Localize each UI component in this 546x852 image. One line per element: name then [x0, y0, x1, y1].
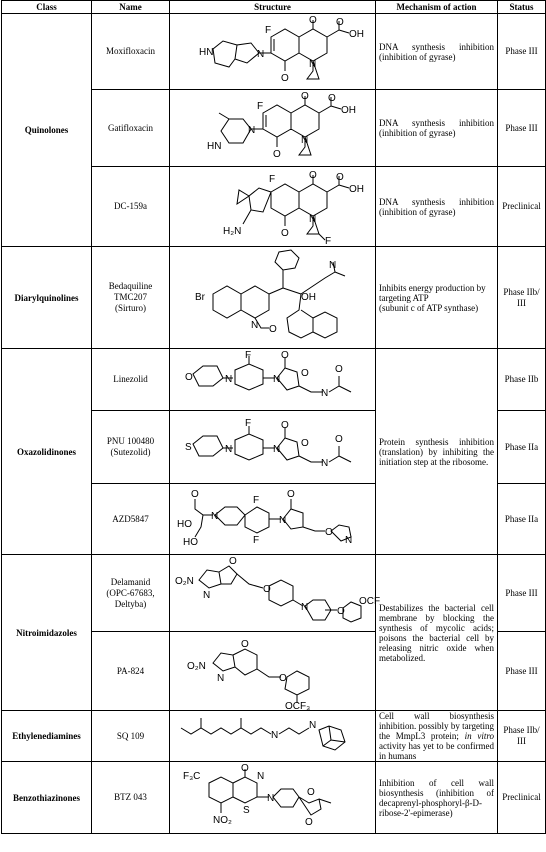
atom-label: F [244, 349, 251, 361]
atom-label: N [256, 48, 264, 60]
table-row [2, 762, 546, 834]
class-ethylenediamines: Ethylenediamines [2, 711, 92, 762]
atom-label: N [308, 58, 316, 70]
drug-name: Gatifloxacin [92, 90, 170, 167]
mechanism-text: Inhibits energy production by targeting ATP (subunit c of ATP synthase) [376, 247, 498, 349]
structure-bedaquiline [170, 247, 376, 349]
status-text: Phase IIa [498, 411, 546, 484]
atom-label: O [272, 149, 281, 160]
class-quinolones: Quinolones [2, 14, 92, 247]
structure-moxifloxacin [170, 14, 376, 90]
atom-label: N [250, 319, 258, 331]
atom-label: O [306, 786, 315, 798]
atom-label: N [308, 213, 316, 225]
atom-label: O [190, 489, 199, 500]
atom-label: F [252, 495, 259, 506]
structure-azd5847 [170, 484, 376, 555]
drug-name: PNU 100480 (Sutezolid) [92, 411, 170, 484]
drug-table [1, 0, 546, 834]
atom-label: O₂N [186, 661, 206, 672]
atom-label: O [280, 227, 289, 239]
atom-label: O [334, 363, 343, 375]
atom-label: OH [300, 291, 316, 303]
atom-label: HN [206, 141, 221, 152]
atom-label: O [335, 16, 344, 28]
atom-label: O [336, 606, 345, 617]
atom-label: N [224, 444, 232, 455]
drug-name: BTZ 043 [92, 762, 170, 834]
status-text: Preclinical [498, 167, 546, 247]
atom-label: F [244, 418, 251, 429]
atom-label: O [280, 72, 289, 84]
status-text: Phase III [498, 555, 546, 632]
table-row [2, 14, 546, 90]
atom-label: H₂N [222, 225, 241, 237]
drug-name: PA-824 [92, 632, 170, 711]
structure-sq109 [170, 711, 376, 762]
atom-label: F₃C [182, 770, 200, 782]
drug-name: Delamanid (OPC-67683, Deltyba) [92, 555, 170, 632]
header-mechanism: Mechanism of action [376, 1, 498, 14]
class-oxazolidinones: Oxazolidinones [2, 349, 92, 555]
mechanism-text: Inhibition of cell wall biosynthesis (inhibition of decaprenyl-phosphoryl-β-D-ribose-2'-epimerase) [376, 762, 498, 834]
status-text: Phase IIb/ III [498, 711, 546, 762]
atom-label: O [280, 420, 289, 431]
drug-name: Bedaquiline TMC207 (Sirturo) [92, 247, 170, 349]
class-nitroimidazoles: Nitroimidazoles [2, 555, 92, 711]
atom-label: O [324, 527, 333, 538]
atom-label: HO [176, 519, 192, 530]
atom-label: O [304, 816, 313, 828]
header-row [2, 1, 546, 14]
atom-label: F [324, 235, 331, 247]
atom-label: O [278, 673, 287, 684]
atom-label: N [300, 602, 308, 613]
drug-name: Moxifloxacin [92, 14, 170, 90]
atom-label: N [272, 444, 280, 455]
status-text: Phase IIa [498, 484, 546, 555]
status-text: Phase III [498, 632, 546, 711]
status-text: Phase III [498, 90, 546, 167]
atom-label: O₂N [174, 576, 194, 587]
atom-label: N [272, 373, 280, 385]
atom-label: OH [348, 183, 364, 195]
status-text: Preclinical [498, 762, 546, 834]
atom-label: N [256, 770, 264, 782]
atom-label: OCF [358, 596, 380, 607]
mechanism-oxazolidinones: Protein synthesis inhibition (translation) by inhibiting the initiation step at the ribosome. [376, 349, 498, 555]
atom-label: O [286, 489, 295, 500]
structure-linezolid [170, 349, 376, 411]
drug-name: Linezolid [92, 349, 170, 411]
atom-label: F [264, 24, 271, 36]
atom-label: O [300, 438, 309, 449]
structure-gatifloxacin [170, 90, 376, 167]
atom-label: N [344, 535, 352, 546]
drug-name: AZD5847 [92, 484, 170, 555]
mechanism-text: Cell wall biosynthesis inhibition. possibly by targeting the MmpL3 protein; in vitro activity has yet to be confirmed in humans [376, 711, 498, 762]
atom-label: O [335, 171, 344, 183]
atom-label: O [327, 93, 336, 104]
atom-label: N [328, 259, 336, 271]
structure-pnu100480 [170, 411, 376, 484]
atom-label: O [334, 434, 343, 445]
atom-label: N [300, 135, 308, 146]
atom-label: N [210, 511, 218, 522]
atom-label: OH [340, 105, 356, 116]
atom-label: O [300, 91, 309, 102]
atom-label: N [320, 387, 328, 399]
header-class: Class [2, 1, 92, 14]
atom-label: N [266, 792, 274, 804]
atom-label: O [240, 762, 249, 774]
structure-delamanid [170, 555, 380, 632]
mechanism-text: DNA synthesis inhibition (inhibition of gyrase) [376, 167, 498, 247]
header-status: Status [498, 1, 546, 14]
structure-dc159a [170, 167, 376, 247]
atom-label: F [256, 101, 263, 112]
atom-label: F [252, 535, 259, 546]
atom-label: Br [194, 291, 205, 303]
atom-label: N [247, 125, 255, 136]
structure-pa824 [170, 632, 376, 711]
atom-label: O [262, 584, 271, 595]
atom-label: O [268, 323, 277, 335]
status-text: Phase III [498, 14, 546, 90]
atom-label: O [308, 14, 317, 26]
atom-label: N [278, 515, 286, 526]
atom-label: HO [182, 537, 198, 548]
atom-label: OCF₃ [284, 701, 310, 712]
mechanism-text: DNA synthesis inhibition (inhibition of gyrase) [376, 90, 498, 167]
atom-label: N [308, 720, 316, 731]
atom-label: S [242, 804, 250, 816]
atom-label: O [240, 639, 249, 650]
table-row [2, 711, 546, 762]
atom-label: HN [198, 46, 213, 58]
drug-name: SQ 109 [92, 711, 170, 762]
table-row [2, 247, 546, 349]
atom-label: N [320, 458, 328, 469]
atom-label: NO₂ [212, 814, 232, 826]
class-diarylquinolines: Diarylquinolines [2, 247, 92, 349]
header-name: Name [92, 1, 170, 14]
mechanism-nitroimidazoles: Destabilizes the bacterial cell membrane by blocking the synthesis of mycolic acids; poisons the bacterial cell by releasing nitric oxide when metabolized. [376, 555, 498, 711]
header-structure: Structure [170, 1, 376, 14]
atom-label: F [268, 173, 275, 185]
atom-label: OH [348, 28, 364, 40]
class-benzothiazinones: Benzothiazinones [2, 762, 92, 834]
table-row [2, 349, 546, 411]
atom-label: O [308, 169, 317, 181]
atom-label: N [202, 590, 210, 601]
atom-label: N [216, 673, 224, 684]
structure-btz043 [170, 762, 376, 834]
atom-label: O [184, 371, 193, 383]
atom-label: S [184, 442, 192, 453]
atom-label: N [224, 373, 232, 385]
status-text: Phase IIb [498, 349, 546, 411]
atom-label: N [270, 730, 278, 741]
atom-label: O [300, 367, 309, 379]
mechanism-text: DNA synthesis inhibition (inhibition of gyrase) [376, 14, 498, 90]
atom-label: O [228, 556, 237, 567]
atom-label: O [280, 349, 289, 361]
drug-name: DC-159a [92, 167, 170, 247]
table-row [2, 555, 546, 632]
status-text: Phase IIb/ III [498, 247, 546, 349]
